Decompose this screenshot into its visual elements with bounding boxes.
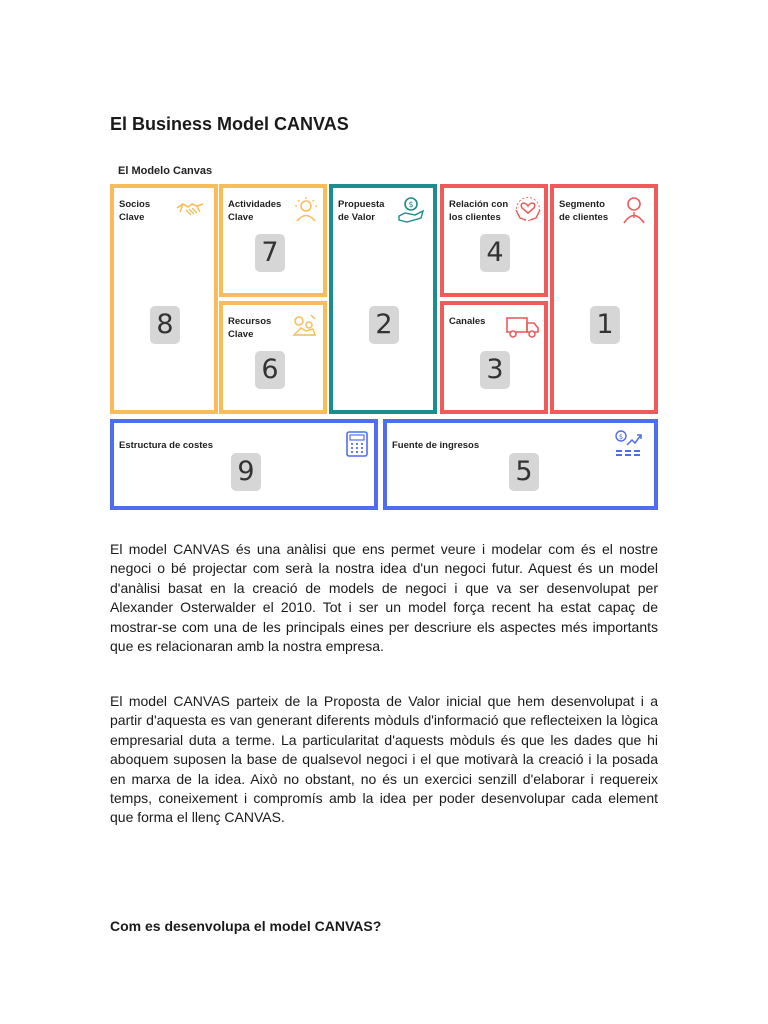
canvas-heading: El Modelo Canvas xyxy=(118,165,213,177)
block-label: Canales xyxy=(449,316,486,327)
heart-hands-icon xyxy=(514,196,542,222)
block-number: 8 xyxy=(150,306,180,344)
block-label: Segmento de clientes xyxy=(559,199,609,223)
block-socios-clave xyxy=(110,184,218,414)
block-estructura-costes xyxy=(110,419,378,510)
section-heading: Com es desenvolupa el model CANVAS? xyxy=(110,918,382,934)
block-number: 6 xyxy=(255,351,285,389)
block-label: Socios Clave xyxy=(119,199,151,223)
paragraph-detail: El model CANVAS parteix de la Proposta de Valor inicial que hem desenvolupat i a partir d'aquesta es van generant diferents mòduls d'informació que reflecteixen la lògica empresarial duta a terme. La particularitat d'aquests mòduls és que les dades que hi aboquem suposen la base de qualsevol negoci i el que motivarà la creació i la posada en marxa de la idea. Això no obstant, no és un exercici senzill d'elaborar i requereix temps, coneixement i compromís amb la idea per poder desenvolupar cada element que forma el llenç CANVAS. xyxy=(110,693,658,826)
block-propuesta-de-valor xyxy=(329,184,437,414)
page-title: El Business Model CANVAS xyxy=(110,114,349,134)
block-recursos-clave xyxy=(219,301,327,414)
block-segmento-clientes xyxy=(550,184,658,414)
svg-text:$: $ xyxy=(618,433,624,441)
block-label: Propuesta de Valor xyxy=(338,199,385,223)
value-hand-coin-icon xyxy=(397,196,425,224)
block-fuente-ingresos xyxy=(383,419,658,510)
revenue-growth-icon xyxy=(613,429,643,459)
svg-text:$: $ xyxy=(408,200,414,209)
block-canales xyxy=(440,301,548,414)
truck-icon xyxy=(506,315,540,339)
block-actividades-clave xyxy=(219,184,327,297)
calculator-icon xyxy=(346,431,368,457)
block-label: Fuente de ingresos xyxy=(392,440,480,451)
block-number: 4 xyxy=(480,234,510,272)
paragraph-intro: El model CANVAS és una anàlisi que ens permet veure i modelar com és el nostre negoci o bé projectar com serà la nostra idea d'un negoci futur. Aquest és un model d'anàlisi basat en la creació de models de negoci i que va ser desenvolupat per Alexander Osterwalder el 2010. Tot i ser un model força recent ha estat capaç de mostrar-se com una de les principals eines per descriure els aspectes més importants que es relacionaran amb la nostra empresa. xyxy=(110,541,658,655)
block-number: 5 xyxy=(509,453,539,491)
block-label: Recursos Clave xyxy=(228,316,272,340)
block-number: 7 xyxy=(255,234,285,272)
block-number: 1 xyxy=(590,306,620,344)
business-model-canvas-figure xyxy=(110,158,658,510)
block-number: 2 xyxy=(369,306,399,344)
person-idea-icon xyxy=(293,196,319,222)
customer-person-icon xyxy=(622,196,646,224)
handshake-icon xyxy=(176,198,204,220)
resources-icon xyxy=(291,313,317,339)
block-label: Relación con los clientes xyxy=(449,199,509,223)
block-number: 3 xyxy=(480,351,510,389)
block-number: 9 xyxy=(231,453,261,491)
block-relacion-clientes xyxy=(440,184,548,297)
block-label: Estructura de costes xyxy=(119,440,213,451)
block-label: Actividades Clave xyxy=(228,199,282,223)
